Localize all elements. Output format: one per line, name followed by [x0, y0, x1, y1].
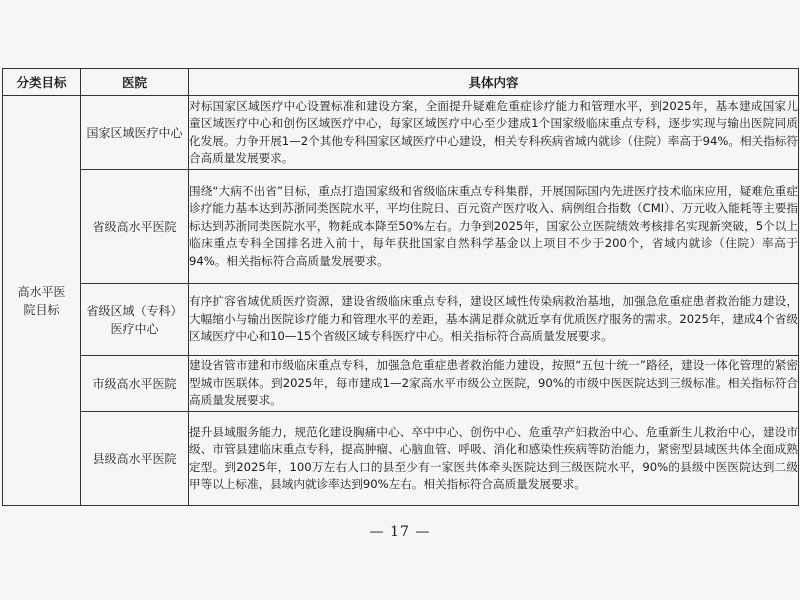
- header-hospital: 医院: [81, 69, 189, 96]
- hospital-cell: 县级高水平医院: [81, 412, 189, 506]
- content-cell: 围绕“大病不出省”目标，重点打造国家级和省级临床重点专科集群，开展国际国内先进医疗技术临床应用，疑难危重症诊疗能力基本达到苏浙同类医院水平，平均住院日、百元资产医疗收入、病例组合指数（CMI）、万元收入能耗等主要指标达到苏浙同类医院水平，物耗成本降至50%左右。力争到2025年，国家公立医院绩效考核排名实现新突破，5个以上临床重点专科全国排名进入前十，每年获批国家自然科学基金以上项目不少于200个，省域内就诊（住院）率高于94%。相关指标符合高质量发展要求。: [189, 170, 799, 284]
- hospital-cell: 国家区域医疗中心: [81, 96, 189, 170]
- hospital-cell: 省级区域（专科）医疗中心: [81, 284, 189, 356]
- category-cell: [3, 96, 81, 506]
- header-content: 具体内容: [189, 69, 799, 96]
- hospital-cell: 省级高水平医院: [81, 170, 189, 284]
- goals-table: [2, 68, 799, 506]
- content-cell: 建设省管市建和市级临床重点专科，加强急危重症患者救治能力建设，按照“五包十统一”路径，建设一体化管理的紧密型城市医联体。到2025年，每市建成1—2家高水平市级公立医院，90%的市级中医医院达到三级标准。相关指标符合高质量发展要求。: [189, 356, 799, 412]
- table-row: [3, 356, 799, 412]
- table-row: [3, 412, 799, 506]
- content-cell: 提升县域服务能力，规范化建设胸痛中心、卒中中心、创伤中心、危重孕产妇救治中心、危重新生儿救治中心，建设市级、市管县建临床重点专科，提高肿瘤、心脑血管、呼吸、消化和感染性疾病等防治能力，紧密型县域医共体全面成熟定型。到2025年，100万左右人口的县至少有一家医共体牵头医院达到三级医院水平，90%的县级中医医院达到二级甲等以上标准，县域内就诊率达到90%左右。相关指标符合高质量发展要求。: [189, 412, 799, 506]
- table-header-row: [3, 69, 799, 96]
- page-number: — 17 —: [369, 524, 431, 540]
- header-category: 分类目标: [3, 69, 81, 96]
- table-row: [3, 170, 799, 284]
- hospital-cell: 市级高水平医院: [81, 356, 189, 412]
- table-row: [3, 284, 799, 356]
- category-label: 高水平医院目标: [17, 284, 66, 317]
- table-row: [3, 96, 799, 170]
- content-cell: 对标国家区域医疗中心设置标准和建设方案，全面提升疑难危重症诊疗能力和管理水平，到2025年，基本建成国家儿童区域医疗中心和创伤区域医疗中心，每家区域医疗中心至少建成1个国家级临床重点专科，逐步实现与输出医院同质化发展。力争开展1—2个其他专科国家区域医疗中心建设，相关专科疾病省域内就诊（住院）率高于94%。相关指标符合高质量发展要求。: [189, 96, 799, 170]
- content-cell: 有序扩容省域优质医疗资源，建设省级临床重点专科，建设区域性传染病救治基地，加强急危重症患者救治能力建设，大幅缩小与输出医院诊疗能力和管理水平的差距，基本满足群众就近享有优质医疗服务的需求。2025年，建成4个省级区域医疗中心和10—15个省级区域专科医疗中心。相关指标符合高质量发展要求。: [189, 284, 799, 356]
